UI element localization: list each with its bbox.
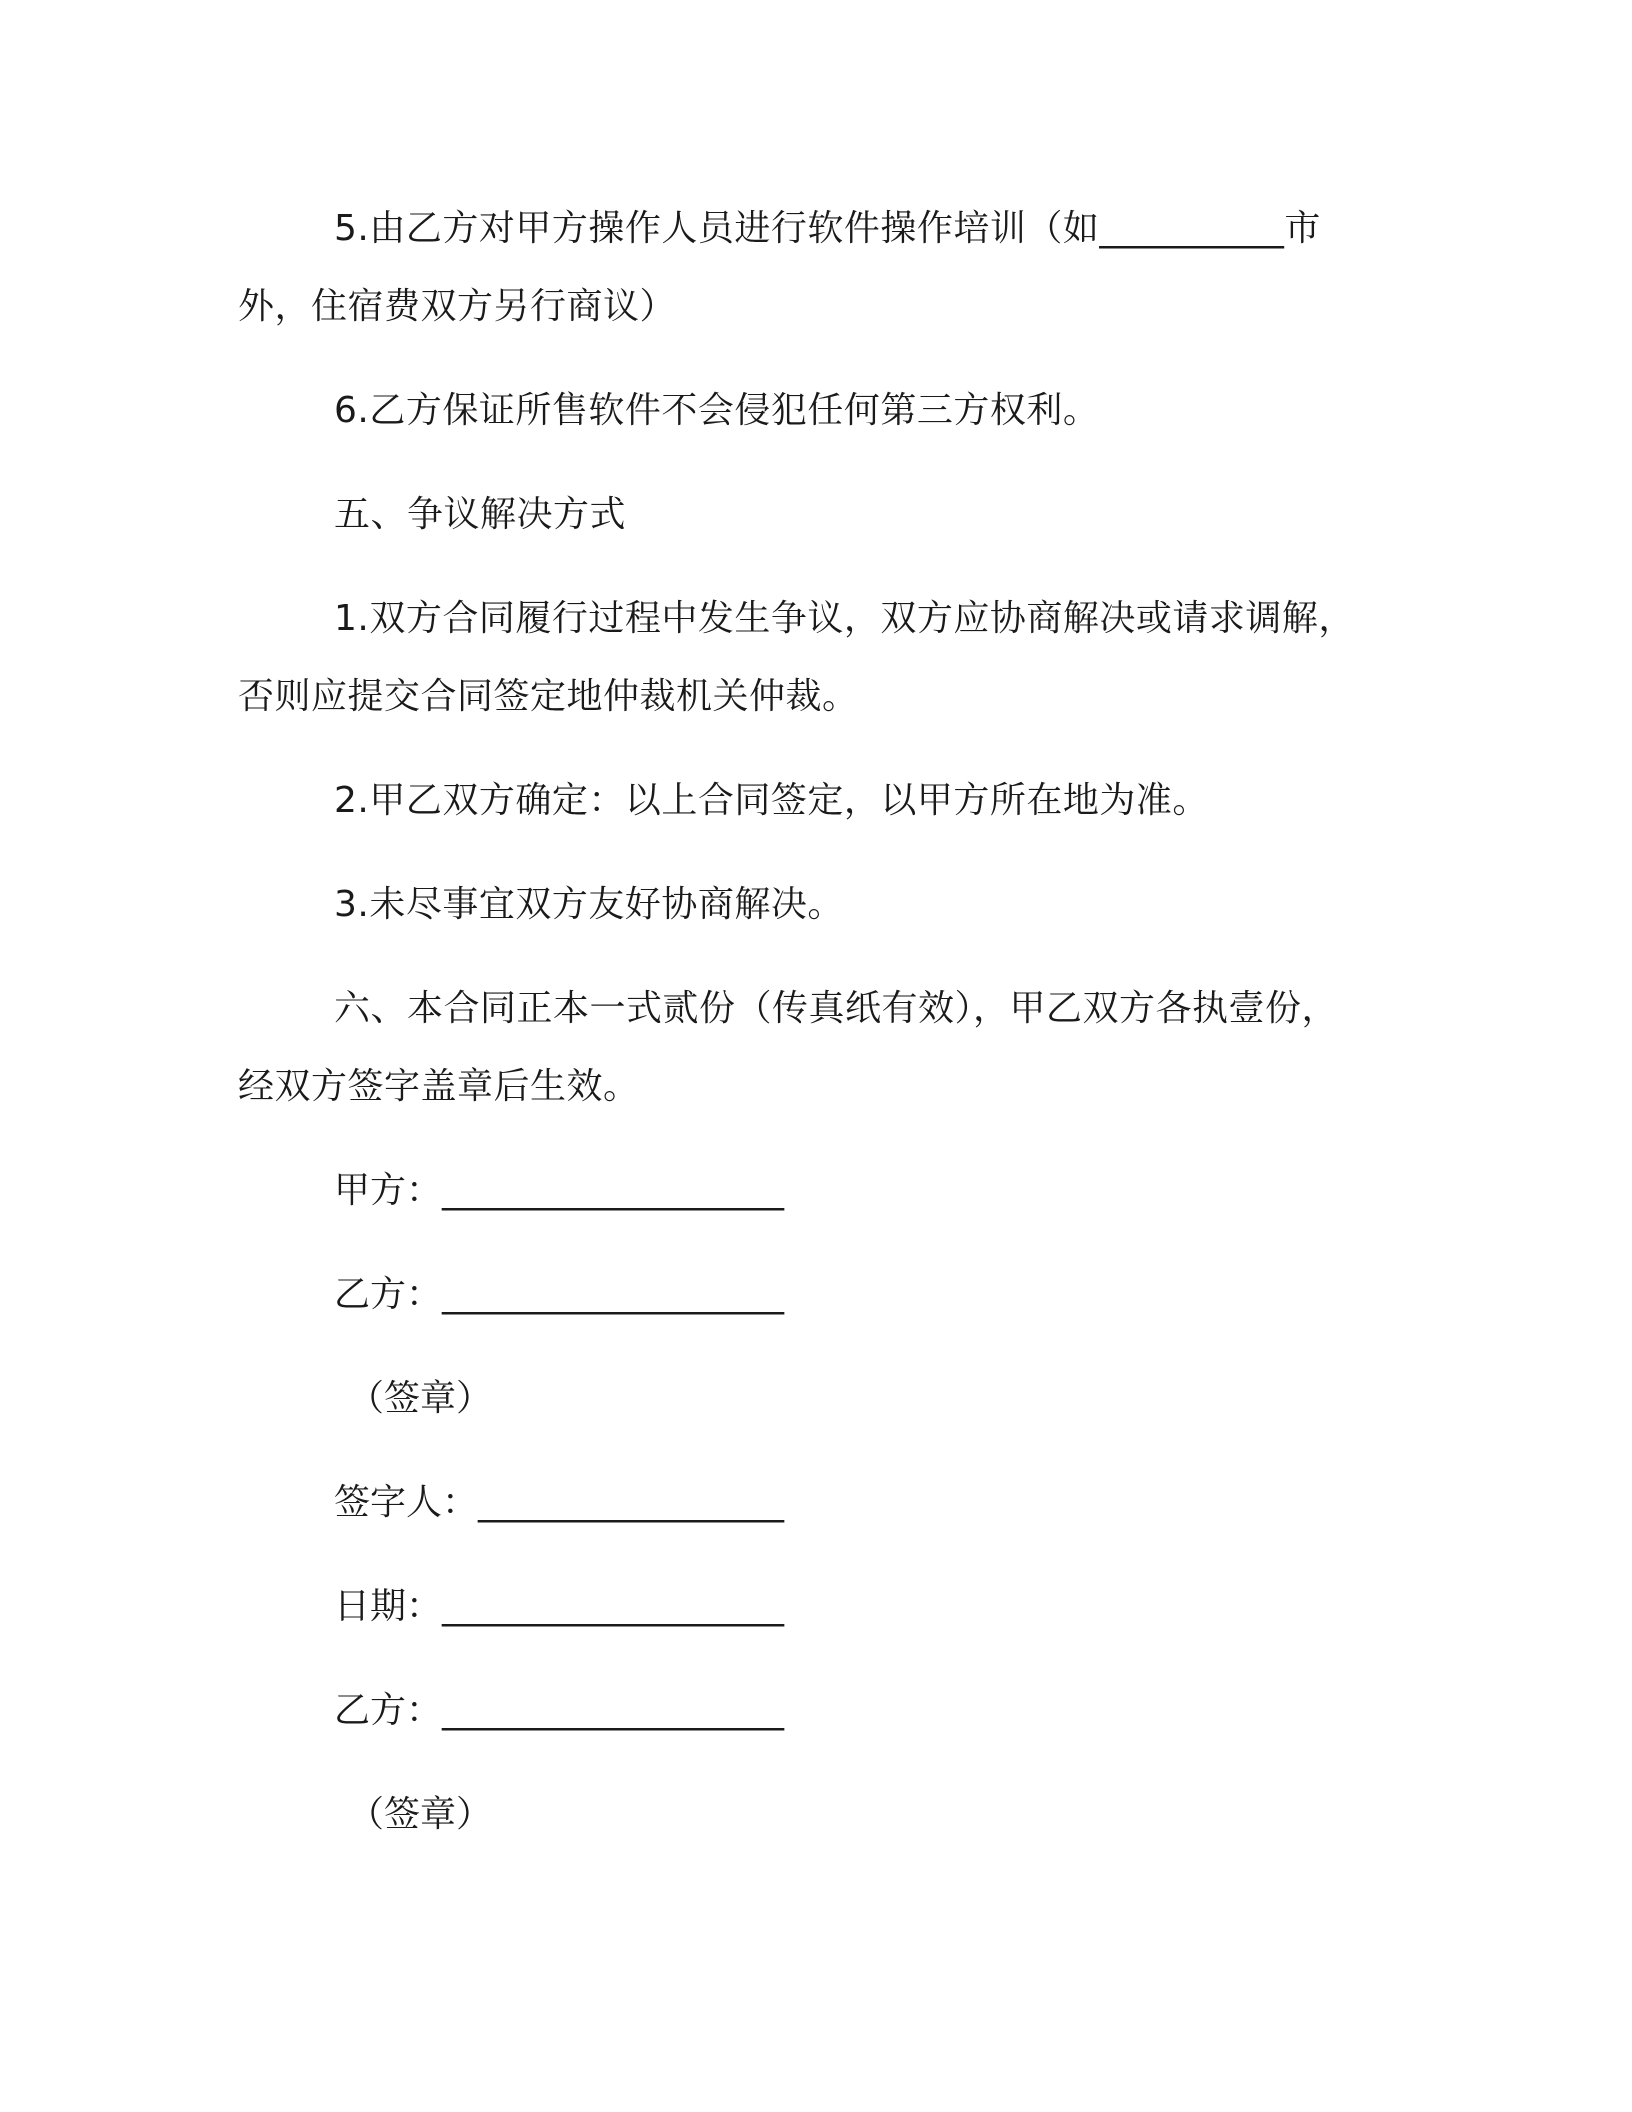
- section-copies: 六、本合同正本一式贰份（传真纸有效），甲乙双方各执壹份，经双方签字盖章后生效。: [238, 988, 1339, 1107]
- clause-dispute-3: 3.未尽事宜双方友好协商解决。: [334, 884, 844, 925]
- document-body: [238, 190, 1358, 1880]
- seal-label-2: （签章）: [348, 1794, 493, 1835]
- party-a-signature-line: 甲方：___________________: [334, 1170, 785, 1211]
- section-heading-dispute: 五、争议解决方式: [334, 494, 627, 535]
- party-b-signature-line-2: 乙方：___________________: [334, 1690, 785, 1731]
- clause-dispute-2: 2.甲乙双方确定：以上合同签定，以甲方所在地为准。: [334, 780, 1209, 821]
- signer-line: 签字人：_________________: [334, 1482, 785, 1523]
- clause-dispute-1: 1.双方合同履行过程中发生争议，双方应协商解决或请求调解，否则应提交合同签定地仲裁机关仲裁。: [238, 598, 1355, 717]
- party-b-signature-line: 乙方：___________________: [334, 1274, 785, 1315]
- seal-label: （签章）: [348, 1378, 493, 1419]
- clause-training: 5.由乙方对甲方操作人员进行软件操作培训（如__________市外，住宿费双方另行商议）: [238, 208, 1321, 327]
- date-line: 日期：___________________: [334, 1586, 785, 1627]
- clause-third-party-rights: 6.乙方保证所售软件不会侵犯任何第三方权利。: [334, 390, 1100, 431]
